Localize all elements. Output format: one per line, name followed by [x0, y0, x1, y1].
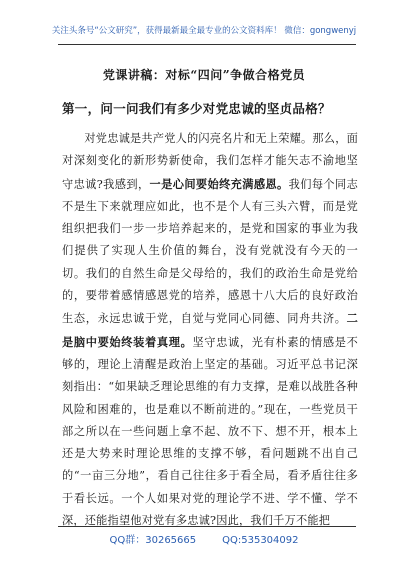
header-divider [58, 44, 356, 45]
page-footer [0, 531, 408, 546]
document-title: 党课讲稿：对标“四问”争做合格党员 [102, 68, 306, 82]
body-text-2: 我们每个同志不是生下来就理应如此，也不是个人有三头六臂，而是党组织把我们一步一步培养起来的，是党和国家的事业为我们提供了实现人生价值的舞台，没有党就没有今天的一切。我们的自然生命是父母给的，我们的政治生命是党给的，要带着感情感恩党的培养，感恩十八大后的良好政治生态，永远忠诚于党，自觉与党同心同德、同舟共济。 [62, 177, 359, 326]
page-header: 关注头条号“公文研究”，获得最新最全最专业的公文资料库！ 微信：gongwenyj [51, 26, 357, 36]
body-paragraph [62, 128, 358, 532]
footer-divider [58, 526, 356, 527]
bold-point-1: 一是心间要始终充满感恩。 [149, 176, 289, 191]
body-text-3: 坚守忠诚，光有朴素的情感是不够的，理论上清醒是政治上坚定的基础。习近平总书记深刻指出：“如果缺乏理论思维的有力支撑，是难以战胜各种风险和困难的，也是难以不断前进的。”现在，一些党员干部之所以在一些问题上拿不起、放不下、想不开，根本上还是大势来时理论思维的支撑不够，看问题跳不出自己的“一亩三分地”，看自己往往多于看全局，看矛盾往往多于看长远。一个人如果对党的理论学不进、学不懂、学不深，还能指望他对党有多忠诚?因此，我们千万不能把 [62, 335, 358, 528]
section-heading: 第一，问一问我们有多少对党忠诚的坚贞品格？ [62, 101, 331, 116]
footer-qq: QQ:535304092 [222, 535, 299, 546]
body-text [62, 128, 358, 532]
bold-point-2: 二是脑中要始终装着真理。 [62, 311, 358, 349]
body-text-1: 对党忠诚是共产党人的闪亮名片和无上荣耀。那么，面对深刻变化的新形势新使命，我们怎样才能矢志不渝地坚守忠诚?我感到， [62, 132, 358, 191]
footer-qq-group: QQ群：30265665 [109, 535, 197, 546]
